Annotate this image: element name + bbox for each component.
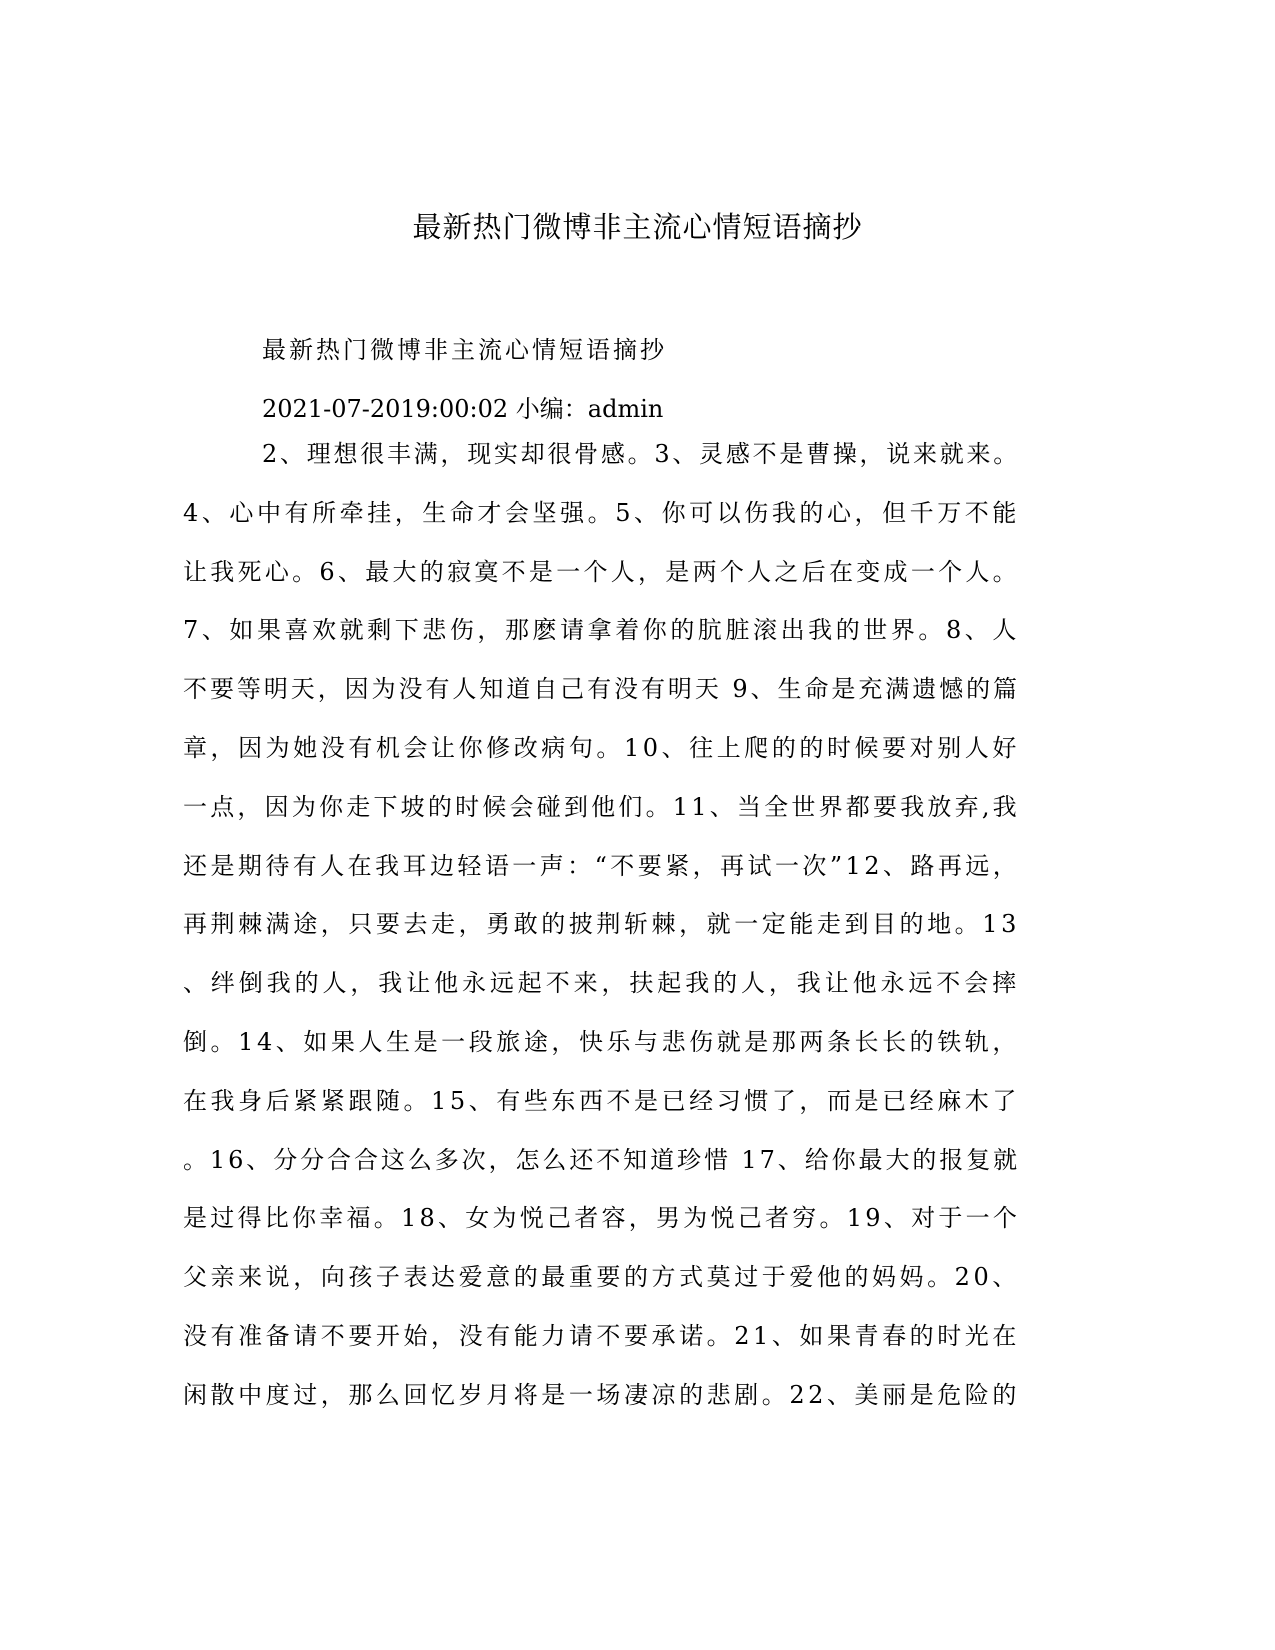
body-line: 2、理想很丰满，现实却很骨感。3、灵感不是曹操，说来就来。 xyxy=(262,440,1020,468)
publish-meta: 2021-07-2019:00:02 小编：admin xyxy=(262,395,664,423)
body-line: 不要等明天，因为没有人知道自己有没有明天 9、生命是充满遗憾的篇 xyxy=(183,675,1020,703)
body-line: 4、心中有所牵挂，生命才会坚强。5、你可以伤我的心，但千万不能 xyxy=(183,499,1020,527)
body-line: 、绊倒我的人，我让他永远起不来，扶起我的人，我让他永远不会摔 xyxy=(183,969,1020,997)
body-line: 再荆棘满途，只要去走，勇敢的披荆斩棘，就一定能走到目的地。13 xyxy=(183,910,1020,938)
body-line: 还是期待有人在我耳边轻语一声：“不要紧，再试一次”12、路再远， xyxy=(183,852,1021,880)
document-title: 最新热门微博非主流心情短语摘抄 xyxy=(412,210,863,244)
document-subtitle: 最新热门微博非主流心情短语摘抄 xyxy=(262,336,667,364)
body-line: 让我死心。6、最大的寂寞不是一个人，是两个人之后在变成一个人。 xyxy=(183,558,1020,586)
body-line: 。16、分分合合这么多次，怎么还不知道珍惜 17、给你最大的报复就 xyxy=(183,1146,1021,1174)
body-line: 没有准备请不要开始，没有能力请不要承诺。21、如果青春的时光在 xyxy=(183,1322,1020,1350)
body-line: 7、如果喜欢就剩下悲伤，那麽请拿着你的肮脏滚出我的世界。8、人 xyxy=(183,616,1020,644)
body-line: 闲散中度过，那么回忆岁月将是一场凄凉的悲剧。22、美丽是危险的 xyxy=(183,1381,1020,1409)
body-line: 倒。14、如果人生是一段旅途，快乐与悲伤就是那两条长长的铁轨， xyxy=(183,1028,1020,1056)
body-line: 一点，因为你走下坡的时候会碰到他们。11、当全世界都要我放弃,我 xyxy=(183,793,1020,821)
body-line: 父亲来说，向孩子表达爱意的最重要的方式莫过于爱他的妈妈。20、 xyxy=(183,1263,1020,1291)
body-line: 章，因为她没有机会让你修改病句。10、往上爬的的时候要对别人好 xyxy=(183,734,1020,762)
body-line: 在我身后紧紧跟随。15、有些东西不是已经习惯了，而是已经麻木了 xyxy=(183,1087,1020,1115)
body-line: 是过得比你幸福。18、女为悦己者容，男为悦己者穷。19、对于一个 xyxy=(183,1204,1021,1232)
